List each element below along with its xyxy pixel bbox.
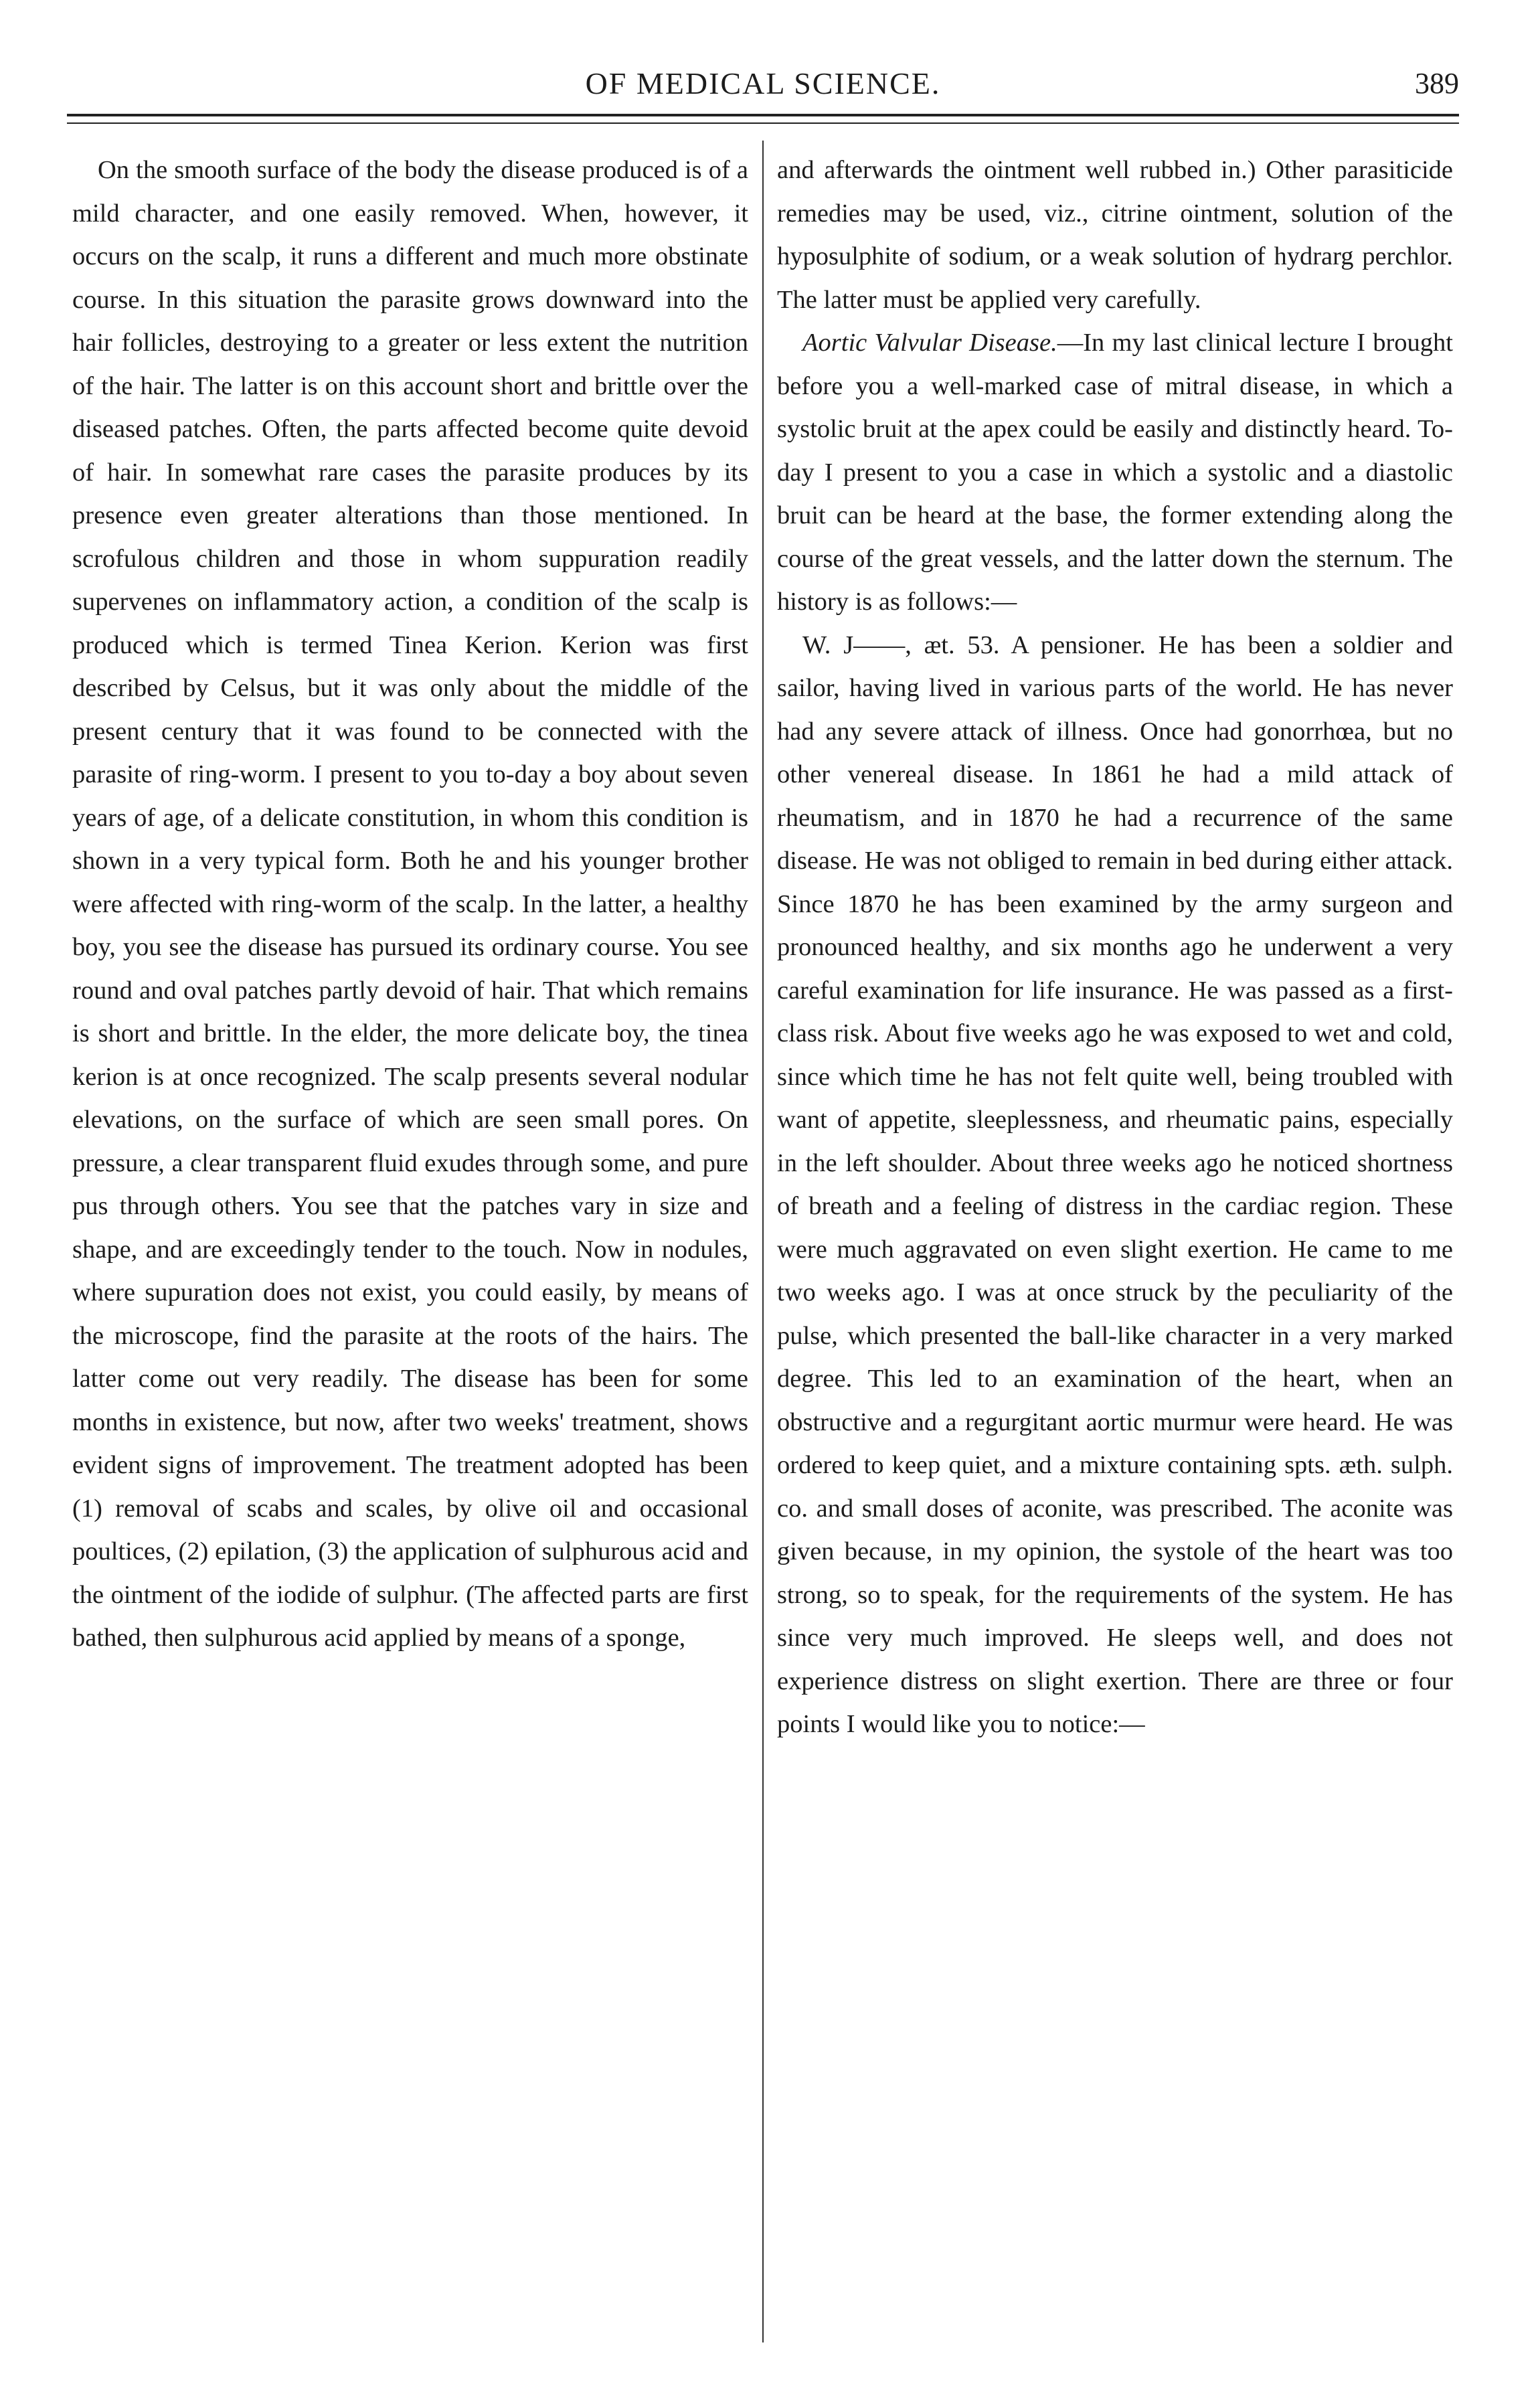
- case-history-paragraph: W. J——, æt. 53. A pensioner. He has been a soldier and sailor, having lived in various parts of the world. He has never had any severe attack of illness. Once had gonorrhœa, but no other venereal disease. In 1861 he had a mild attack of rheumatism, and in 1870 he had a recurrence of the same disease. He was not obliged to remain in bed during either attack. Since 1870 he has been examined by the army surgeon and pronounced healthy, and six months ago he underwent a very careful examination for life insurance. He was passed as a first-class risk. About five weeks ago he was exposed to wet and cold, since which time he has not felt quite well, being troubled with want of appetite, sleeplessness, and rheumatic pains, especially in the left shoulder. About three weeks ago he noticed shortness of breath and a feeling of distress in the cardiac region. These were much aggravated on even slight exertion. He came to me two weeks ago. I was at once struck by the peculiarity of the pulse, which presented the ball-like character in a very marked degree. This led to an examination of the heart, when an obstructive and a regurgitant aortic murmur were heard. He was ordered to keep quiet, and a mixture containing spts. æth. sulph. co. and small doses of aconite, was prescribed. The aconite was given because, in my opinion, the systole of the heart was too strong, so to speak, for the requirements of the system. He has since very much improved. He sleeps well, and does not experience distress on slight exertion. There are three or four points I would like you to notice:—: [777, 630, 1453, 1738]
- running-head: [67, 60, 1459, 107]
- right-column-paragraph-continued: and afterwards the ointment well rubbed in.) Other parasiticide remedies may be used, viz., citrine ointment, solution of the hyposulphite of sodium, or a weak solution of hydrarg perchlor. The latter must be applied very carefully.: [777, 156, 1453, 314]
- running-title: OF MEDICAL SCIENCE.: [585, 66, 941, 100]
- header-rule-thin: [67, 122, 1459, 124]
- right-column: [777, 149, 1453, 2351]
- left-column: [72, 149, 748, 2351]
- section-body-text: —In my last clinical lecture I brought before you a well-marked case of mitral disease, in which a systolic bruit at the apex could be easily and distinctly heard. To-day I present to you a case in which a systolic and a diastolic bruit can be heard at the base, the former extending along the course of the great vessels, and the latter down the sternum. The history is as follows:—: [777, 329, 1453, 616]
- page-number: 389: [1415, 67, 1459, 100]
- left-column-paragraph: On the smooth surface of the body the disease produced is of a mild character, and one easily removed. When, however, it occurs on the scalp, it runs a different and much more obstinate course. In this situation the parasite grows downward into the hair follicles, destroying to a greater or less extent the nutrition of the hair. The latter is on this account short and brittle over the diseased patches. Often, the parts affected become quite devoid of hair. In somewhat rare cases the parasite produces by its presence even greater alterations than those mentioned. In scrofulous children and those in whom suppuration readily supervenes on inflammatory action, a condition of the scalp is produced which is termed Tinea Kerion. Kerion was first described by Celsus, but it was only about the middle of the present century that it was found to be connected with the parasite of ring-worm. I present to you to-day a boy about seven years of age, of a delicate constitution, in whom this condition is shown in a very typical form. Both he and his younger brother were affected with ring-worm of the scalp. In the latter, a healthy boy, you see the disease has pursued its ordinary course. You see round and oval patches partly devoid of hair. That which remains is short and brittle. In the elder, the more delicate boy, the tinea kerion is at once recognized. The scalp presents several nodular elevations, on the surface of which are seen small pores. On pressure, a clear transparent fluid exudes through some, and pure pus through others. You see that the patches vary in size and shape, and are exceedingly tender to the touch. Now in nodules, where supuration does not exist, you could easily, by means of the microscope, find the parasite at the roots of the hairs. The latter come out very readily. The disease has been for some months in existence, but now, after two weeks' treatment, shows evident signs of improvement. The treatment adopted has been (1) removal of scabs and scales, by olive oil and occasional poultices, (2) epilation, (3) the application of sulphurous acid and the ointment of the iodide of sulphur. (The affected parts are first bathed, then sulphurous acid applied by means of a sponge,: [72, 156, 748, 1652]
- column-divider: [762, 141, 764, 2342]
- header-rule-thick: [67, 114, 1459, 116]
- section-heading-italic: Aortic Valvular Disease.: [802, 329, 1057, 357]
- aortic-valvular-disease-paragraph: [777, 321, 1453, 624]
